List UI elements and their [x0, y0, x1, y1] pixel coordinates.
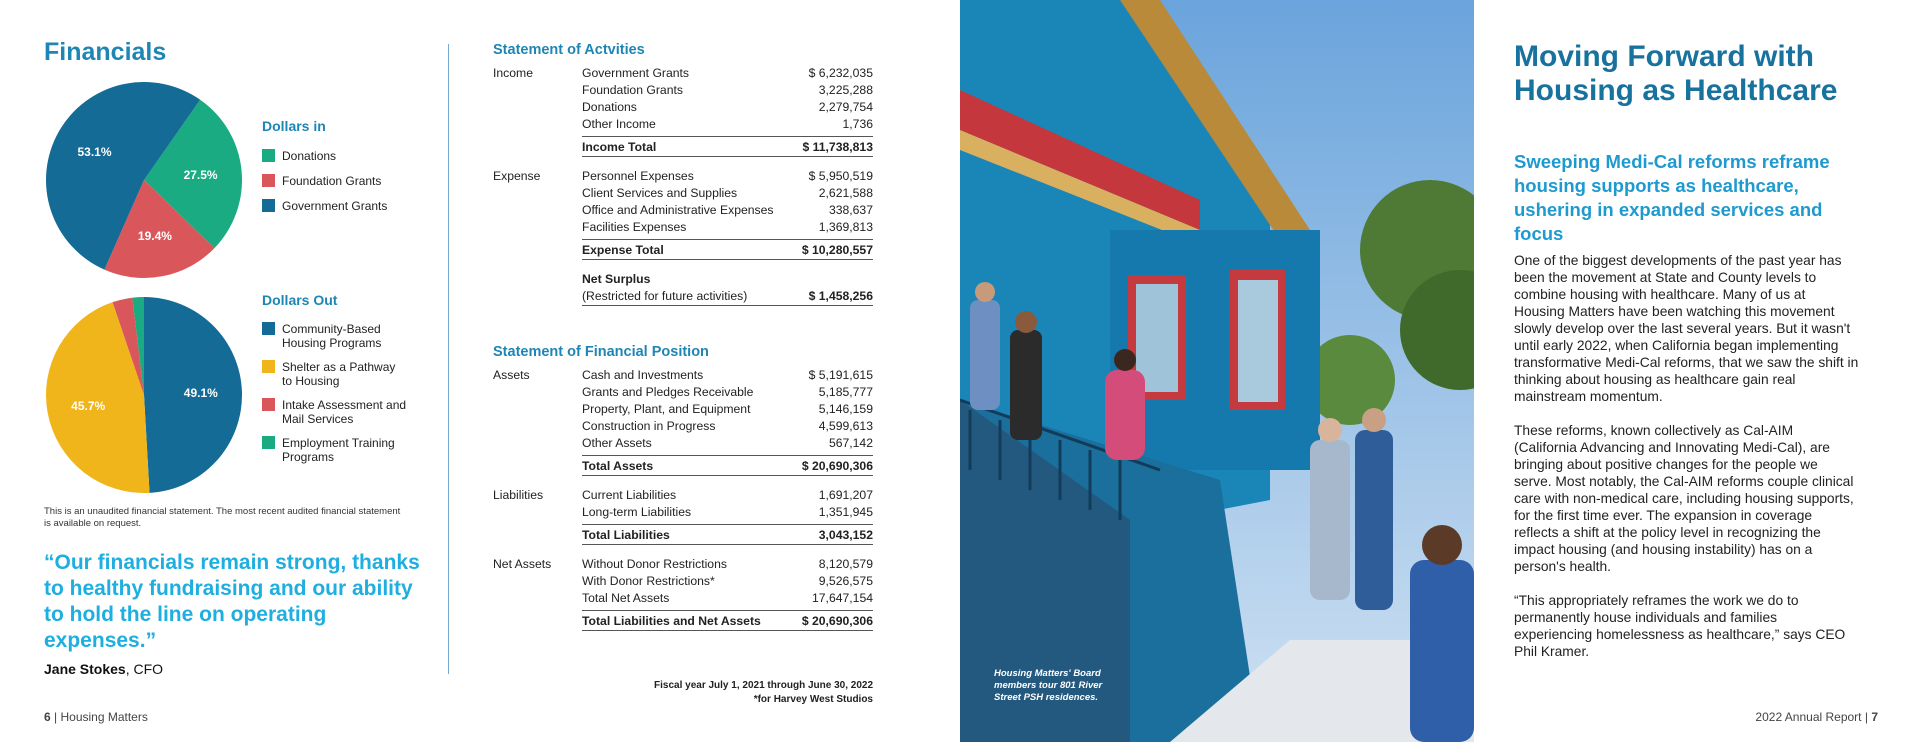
fiscal-year-note: Fiscal year July 1, 2021 through June 30, 2022 [654, 680, 873, 691]
table-row [493, 203, 873, 220]
article-paragraph: One of the biggest developments of the past year has been the movement at State and County levels to combine housing with healthcare. Many of us at Housing Matters have been watching this movement slowly develop over the last several years. But it wasn't until early 2022, when California began implementing transformative Medi-Cal reforms, that we saw the shift in thinking about housing as healthcare gain real mainstream momentum. [1514, 253, 1859, 404]
row-category: Income [493, 66, 533, 80]
row-label: Construction in Progress [582, 419, 716, 433]
row-value: $ 1,458,256 [808, 289, 873, 303]
legend-label: Donations [282, 149, 337, 163]
article-paragraph: These reforms, known collectively as Cal-AIM (California Advancing and Innovating Medi-Cal), are bringing about positive changes for the people we serve. Most notably, the Cal-AIM reforms couple clinical care with non-medical care, including housing supports, for the first time ever. The expansion in coverage reflects a shift at the policy level in recognizing the impact housing (and housing instability) has on a person's health. [1514, 423, 1854, 574]
table-row [493, 488, 873, 505]
footer-separator: | [50, 710, 61, 724]
row-value: 1,351,945 [818, 505, 873, 519]
row-label: Without Donor Restrictions [582, 557, 727, 571]
total-rule [582, 156, 873, 157]
legend-label: Community-Based Housing Programs [282, 322, 382, 350]
board-tour-photo [960, 0, 1474, 742]
footer-report-name: 2022 Annual Report [1755, 710, 1862, 724]
row-label: Government Grants [582, 66, 690, 80]
total-rule [582, 136, 873, 137]
table-row [493, 83, 873, 100]
table-row [493, 419, 873, 436]
row-value: 2,279,754 [818, 100, 873, 114]
row-value: 1,691,207 [818, 488, 873, 502]
dollars-out-legend [262, 322, 422, 474]
total-rule [582, 455, 873, 456]
row-value: 17,647,154 [812, 591, 873, 605]
row-value: 338,637 [828, 203, 873, 217]
pie-slice-label: 27.5% [183, 167, 218, 182]
legend-swatch [262, 174, 275, 187]
row-label: Office and Administrative Expenses [582, 203, 774, 217]
row-value: $ 5,191,615 [808, 368, 873, 382]
legend-label: Government Grants [282, 199, 388, 213]
legend-item [262, 436, 407, 464]
row-label: Current Liabilities [582, 488, 677, 502]
table-row [493, 614, 873, 631]
row-value: 567,142 [828, 436, 873, 450]
footer-right [1738, 710, 1878, 724]
row-label: Other Assets [582, 436, 652, 450]
row-value: $ 20,690,306 [801, 614, 873, 628]
legend-label: Employment Training Programs [282, 436, 395, 464]
row-label: Total Liabilities and Net Assets [582, 614, 761, 628]
legend-swatch [262, 398, 275, 411]
row-label: Personnel Expenses [582, 169, 694, 183]
row-value: $ 5,950,519 [808, 169, 873, 183]
row-value: $ 6,232,035 [808, 66, 873, 80]
table-row [493, 459, 873, 476]
table-row [493, 140, 873, 157]
table-row [493, 186, 873, 203]
article-title: Moving Forward with Housing as Healthcare [1514, 40, 1838, 107]
statement-of-financial-position-title: Statement of Financial Position [493, 344, 709, 360]
footer-separator: | [1861, 710, 1872, 724]
table-row [493, 528, 873, 545]
legend-item [262, 199, 422, 213]
legend-swatch [262, 149, 275, 162]
table-row [493, 220, 873, 237]
attribution-name: Jane Stokes [44, 661, 126, 677]
row-label: Total Liabilities [582, 528, 670, 542]
total-rule [582, 524, 873, 525]
table-row [493, 169, 873, 186]
photo-caption: Housing Matters' Board members tour 801 River Street PSH residences. [994, 668, 1103, 703]
row-value: $ 11,738,813 [802, 140, 873, 154]
legend-label: Intake Assessment and Mail Services [282, 398, 407, 426]
row-category: Assets [493, 368, 530, 382]
row-label: Foundation Grants [582, 83, 683, 97]
row-label: Client Services and Supplies [582, 186, 738, 200]
attribution-role: , CFO [125, 661, 164, 677]
row-category: Expense [493, 169, 541, 183]
row-label: Other Income [582, 117, 656, 131]
row-value: 1,736 [842, 117, 873, 131]
article-paragraph: “This appropriately reframes the work we do to permanently house individuals and families experiencing homelessness as healthcare,” says CEO Phil Kramer. [1514, 593, 1846, 659]
dollars-in-legend [262, 149, 422, 224]
table-row [493, 289, 873, 306]
table-row [493, 368, 873, 385]
total-rule [582, 305, 873, 306]
legend-label: Shelter as a Pathway to Housing [282, 360, 396, 388]
row-label: Total Assets [582, 459, 654, 473]
row-label: Donations [582, 100, 637, 114]
disclaimer: This is an unaudited financial statement. The most recent audited financial statement is available on request. [44, 506, 401, 529]
table-row [493, 66, 873, 83]
row-value: $ 20,690,306 [801, 459, 873, 473]
pie-slice-label: 45.7% [71, 398, 106, 413]
table-row [493, 591, 873, 608]
article-body [1514, 252, 1859, 677]
row-label: Income Total [582, 140, 657, 154]
row-value: $ 10,280,557 [801, 243, 873, 257]
table-row [493, 272, 873, 289]
cfo-quote: “Our financials remain strong, thanks to healthy fundraising and our ability to hold the line on operating expenses.” [44, 551, 420, 652]
row-label: With Donor Restrictions* [582, 574, 715, 588]
row-value: 9,526,575 [818, 574, 873, 588]
row-category: Net Assets [493, 557, 552, 571]
row-value: 3,225,288 [818, 83, 873, 97]
page-title: Financials [44, 38, 167, 66]
total-rule [582, 259, 873, 260]
table-row [493, 574, 873, 591]
table-row [493, 505, 873, 522]
row-label: Expense Total [582, 243, 664, 257]
table-row [493, 117, 873, 134]
house-illustration [960, 0, 1474, 742]
dollars-in-legend-title: Dollars in [262, 118, 326, 134]
total-rule [582, 475, 873, 476]
column-divider [448, 44, 449, 674]
row-value: 4,599,613 [818, 419, 873, 433]
footer-page-number: 7 [1871, 710, 1878, 724]
table-row [493, 402, 873, 419]
legend-swatch [262, 199, 275, 212]
statement-of-activities-title: Statement of Actvities [493, 42, 645, 58]
row-label: Facilities Expenses [582, 220, 687, 234]
pie-slice-label: 53.1% [77, 145, 112, 160]
row-label: Total Net Assets [582, 591, 670, 605]
legend-label: Foundation Grants [282, 174, 382, 188]
footer-page-number: 6 [44, 710, 51, 724]
row-value: 3,043,152 [818, 528, 873, 542]
row-label: Cash and Investments [582, 368, 704, 382]
table-row [493, 100, 873, 117]
dollars-out-legend-title: Dollars Out [262, 292, 338, 308]
total-rule [582, 610, 873, 611]
quote-attribution [44, 661, 163, 677]
pie-slice-label: 19.4% [137, 228, 172, 243]
row-label: Grants and Pledges Receivable [582, 385, 754, 399]
legend-item [262, 360, 407, 388]
legend-item [262, 149, 422, 163]
table-row [493, 436, 873, 453]
row-label: Net Surplus [582, 272, 651, 286]
row-category: Liabilities [493, 488, 544, 502]
row-label: Property, Plant, and Equipment [582, 402, 751, 416]
row-label: (Restricted for future activities) [582, 289, 748, 303]
table-row [493, 243, 873, 260]
row-value: 1,369,813 [818, 220, 873, 234]
article-subtitle: Sweeping Medi-Cal reforms reframe housing supports as healthcare, ushering in expanded services and focus [1514, 151, 1830, 244]
footer-left [44, 710, 148, 724]
row-value: 5,185,777 [818, 385, 873, 399]
table-row [493, 385, 873, 402]
row-value: 2,621,588 [818, 186, 873, 200]
harvey-west-note: *for Harvey West Studios [753, 694, 873, 705]
footer-publication: Housing Matters [60, 710, 148, 724]
row-label: Long-term Liabilities [582, 505, 692, 519]
legend-item [262, 174, 422, 188]
total-rule [582, 630, 873, 631]
legend-item [262, 322, 407, 350]
legend-swatch [262, 322, 275, 335]
total-rule [582, 544, 873, 545]
legend-item [262, 398, 407, 426]
row-value: 8,120,579 [818, 557, 873, 571]
total-rule [582, 239, 873, 240]
legend-swatch [262, 436, 275, 449]
legend-swatch [262, 360, 275, 373]
row-value: 5,146,159 [818, 402, 873, 416]
pie-slice-label: 49.1% [183, 386, 218, 401]
table-row [493, 557, 873, 574]
